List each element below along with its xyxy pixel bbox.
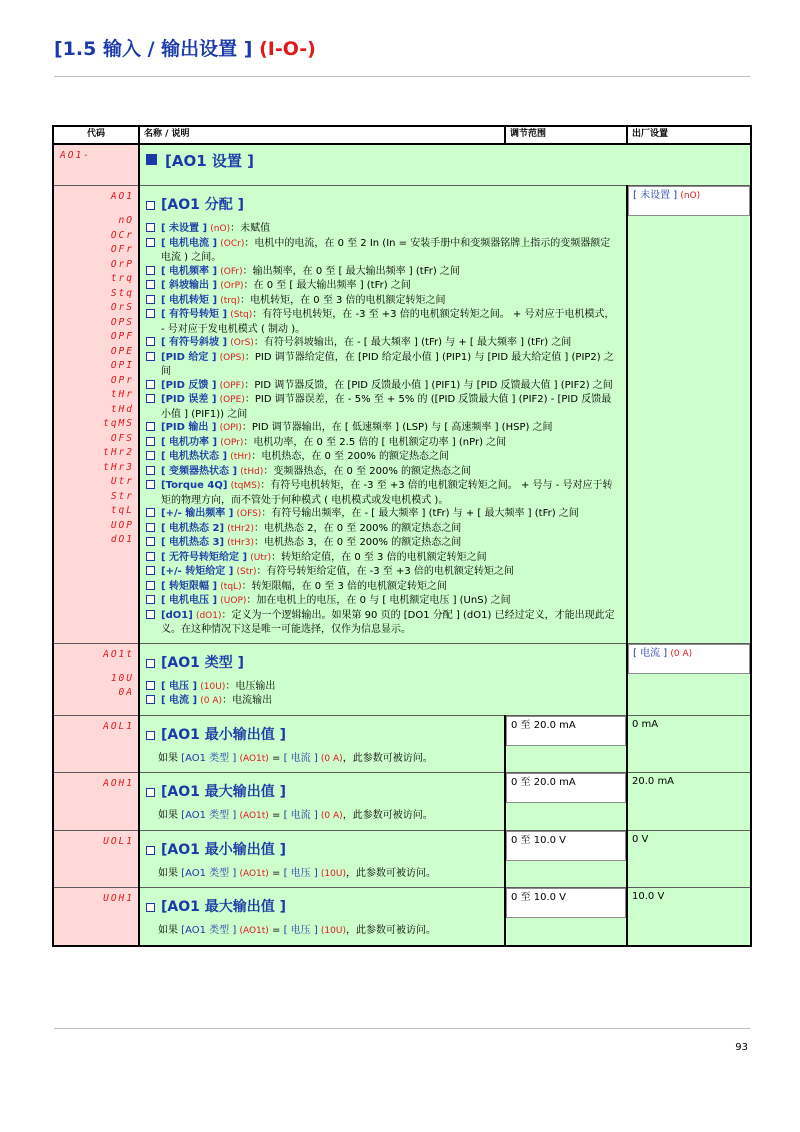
option-name: [ 电机电压 ] <box>161 595 218 606</box>
option-name: [PID 给定 ] <box>161 351 217 363</box>
option-name: [ 电机电流 ] <box>161 237 218 249</box>
table-header-row <box>53 126 751 144</box>
option-name: [ 电机功率 ] <box>161 436 218 448</box>
param-title <box>146 726 498 744</box>
checkbox-bullet-icon <box>146 480 155 489</box>
option-lcd-code: tqMS <box>103 418 134 429</box>
option-item <box>146 265 620 280</box>
ao1-option-codes <box>60 214 134 548</box>
cond-value-code: (10U) <box>320 868 346 879</box>
option-name: [ 电流 ] <box>161 695 198 706</box>
cond-post: ，此参数可被访问。 <box>342 752 433 764</box>
option-name: [ 无符号转矩给定 ] <box>161 551 248 563</box>
option-item <box>146 680 620 695</box>
option-name: [ 电机热状态 ] <box>161 451 228 462</box>
option-item <box>146 351 620 379</box>
param-code: AOL1 <box>103 720 134 732</box>
section-row <box>53 144 751 186</box>
option-desc: ：有符号转矩给定值，在 -3 至 +3 倍的电机额定转矩之间 <box>256 566 514 577</box>
cond-value: [ 电流 ] <box>283 752 318 764</box>
ao1t-default-cell <box>627 643 751 715</box>
param-row-ao1t <box>53 643 751 715</box>
cond-param-code: (AO1t) <box>239 926 269 936</box>
checkbox-bullet-icon <box>146 681 155 690</box>
param-desc-cell <box>139 773 505 831</box>
checkbox-bullet-icon <box>146 337 155 346</box>
option-name: [+/- 转矩给定 ] <box>161 566 234 577</box>
access-condition <box>146 867 498 882</box>
col-header-name: 名称 / 说明 <box>139 126 505 144</box>
range-value: 0 至 10.0 V <box>511 892 567 903</box>
option-lcd-code: OPS <box>110 316 134 328</box>
option-code: (nO) <box>210 224 231 234</box>
option-lcd-code: OFr <box>110 244 134 255</box>
option-code: (OPF) <box>219 380 245 391</box>
default-box <box>628 888 750 906</box>
cond-value-code: (10U) <box>320 926 346 936</box>
option-item <box>146 450 620 465</box>
option-code: (tHr2) <box>227 523 254 534</box>
col-header-range: 调节范围 <box>505 126 627 144</box>
option-lcd-code: tqL <box>110 505 134 516</box>
page-number: 93 <box>735 1042 748 1053</box>
option-item <box>146 308 620 336</box>
range-cell <box>505 888 627 946</box>
param-desc-cell <box>139 715 505 773</box>
option-desc: ：在 0 至 [ 最大输出频率 ] (tFr) 之间 <box>243 280 411 291</box>
cond-param: [AO1 类型 ] <box>181 752 237 764</box>
cond-param: [AO1 类型 ] <box>181 867 237 879</box>
option-code: (OFS) <box>236 509 262 519</box>
checkbox-bullet-icon <box>146 266 155 275</box>
param-title-ao1t: [AO1 类型 ] <box>146 654 620 672</box>
checkbox-bullet-icon <box>146 788 155 797</box>
option-desc: ：有符号输出频率，在 - [ 最大频率 ] (tFr) 与 + [ 最大频率 ] (tFr) 之间 <box>261 508 579 519</box>
range-cell <box>505 773 627 831</box>
option-code: (OCr) <box>220 238 245 249</box>
section-code-cell <box>53 144 139 186</box>
cond-pre: 如果 <box>158 925 182 936</box>
option-name: [+/- 输出频率 ] <box>161 508 234 519</box>
option-code: (OPI) <box>219 423 242 433</box>
page-title <box>54 34 316 61</box>
option-lcd-code: OPE <box>110 345 134 357</box>
option-desc: ：有符号电机转矩，在 -3 至 +3 倍的电机额定转矩之间。 + 号与 - 号对应于转矩的物理方向，而不管处于何种模式 ( 电机模式或发电机模式 )。 <box>161 480 613 506</box>
default-cell <box>627 715 751 773</box>
ao1t-default-code: (0 A) <box>670 648 693 659</box>
option-desc: ：输出频率，在 0 至 [ 最大输出频率 ] (tFr) 之间 <box>242 265 460 277</box>
checkbox-bullet-icon <box>146 295 155 304</box>
checkbox-bullet-icon <box>146 380 155 389</box>
ao1t-code-cell <box>53 643 139 715</box>
cond-eq: = <box>268 867 284 879</box>
checkbox-bullet-icon <box>146 280 155 289</box>
range-box <box>506 831 626 861</box>
option-name: [ 电机热态 3] <box>161 537 225 548</box>
access-condition <box>146 809 498 824</box>
checkbox-bullet-icon <box>146 903 155 912</box>
option-name: [PID 输出 ] <box>161 422 217 433</box>
checkbox-bullet-icon <box>146 352 155 361</box>
parameter-table <box>52 125 752 947</box>
option-name: [PID 误差 ] <box>161 394 217 405</box>
param-code-cell <box>53 830 139 888</box>
ao1-default-cell <box>627 186 751 644</box>
option-lcd-code: 0A <box>118 687 134 698</box>
option-desc: ：有符号电机转矩，在 -3 至 +3 倍的电机额定转矩之间。 + 号对应于电机模式， - 号对应于发电机模式 ( 制动 )。 <box>161 309 615 335</box>
checkbox-bullet-icon <box>146 552 155 561</box>
min-max-rows <box>53 715 751 946</box>
option-item <box>146 594 620 609</box>
checkbox-bullet-icon <box>146 508 155 517</box>
option-item <box>146 536 620 551</box>
option-desc: ：转矩给定值，在 0 至 3 倍的电机额定转矩之间 <box>271 551 487 563</box>
checkbox-bullet-icon <box>146 659 155 668</box>
option-desc: ：PID 调节器给定值，在 [PID 给定最小值 ] (PIP1) 与 [PID 最大给定值 ] (PIP2) 之间 <box>161 351 614 377</box>
param-code-cell <box>53 888 139 946</box>
param-row-uol1 <box>53 830 751 888</box>
col-header-default: 出厂设置 <box>627 126 751 144</box>
option-name: [ 电压 ] <box>161 680 198 692</box>
option-lcd-code: OFS <box>110 432 134 444</box>
option-item <box>146 379 620 394</box>
param-row-aol1 <box>53 715 751 773</box>
option-lcd-code: Str <box>110 490 134 502</box>
cond-value-code: (0 A) <box>320 811 343 821</box>
title-number: [1.5 <box>54 38 97 60</box>
option-name: [ 有符号转矩 ] <box>161 309 228 320</box>
checkbox-bullet-icon <box>146 695 155 704</box>
option-name: [ 有符号斜坡 ] <box>161 337 228 348</box>
default-value: 10.0 V <box>632 891 665 902</box>
checkbox-bullet-icon <box>146 846 155 855</box>
option-desc: ：PID 调节器输出，在 [ 低速频率 ] (LSP) 与 [ 高速频率 ] (HSP) 之间 <box>241 422 553 433</box>
option-item <box>146 436 620 451</box>
square-bullet-icon <box>146 154 157 165</box>
ao1-desc-cell <box>139 186 627 644</box>
param-desc-cell <box>139 888 505 946</box>
param-code: UOH1 <box>103 893 134 904</box>
option-name: [ 电机转矩 ] <box>161 294 218 306</box>
range-box <box>506 888 626 918</box>
option-code: (OFr) <box>220 266 243 277</box>
option-desc: ：电机功率，在 0 至 2.5 倍的 [ 电机额定功率 ] (nPr) 之间 <box>243 436 507 448</box>
option-item <box>146 294 620 309</box>
option-lcd-code: trq <box>110 273 134 284</box>
option-item <box>146 565 620 580</box>
option-desc: ：PID 调节器反馈，在 [PID 反馈最小值 ] (PIF1) 与 [PID 反馈最大值 ] (PIF2) 之间 <box>244 379 613 391</box>
option-item <box>146 580 620 595</box>
access-condition <box>146 752 498 767</box>
option-item <box>146 237 620 265</box>
checkbox-bullet-icon <box>146 610 155 619</box>
checkbox-bullet-icon <box>146 595 155 604</box>
option-code: (tHr3) <box>227 538 254 548</box>
option-code: (0 A) <box>200 696 223 706</box>
option-code: (OPS) <box>219 352 245 363</box>
option-code: (OrS) <box>230 338 254 348</box>
cond-eq: = <box>268 752 284 764</box>
range-value: 0 至 20.0 mA <box>511 777 576 788</box>
cond-value: [ 电流 ] <box>283 810 318 821</box>
param-title-text: [AO1 最小输出值 ] <box>161 726 287 743</box>
option-desc: ：加在电机上的电压，在 0 与 [ 电机额定电压 ] (UnS) 之间 <box>246 595 511 606</box>
checkbox-bullet-icon <box>146 422 155 431</box>
option-name: [ 未设置 ] <box>161 223 208 234</box>
option-code: (tqMS) <box>230 481 261 491</box>
checkbox-bullet-icon <box>146 394 155 403</box>
param-code-ao1: AO1 <box>110 191 134 202</box>
cond-post: ，此参数可被访问。 <box>342 810 433 821</box>
param-code: AOH1 <box>103 778 134 789</box>
option-desc: ：电流输出 <box>222 695 273 706</box>
ao1t-default-value: [ 电流 ] <box>633 647 668 659</box>
option-desc: ：定义为一个逻辑输出。如果第 90 页的 [DO1 分配 ] (dO1) 已经过定义，才能出现此定义。在这种情况下这是唯一可能选择，仅作为信息显示。 <box>161 609 615 635</box>
checkbox-bullet-icon <box>146 566 155 575</box>
option-code: (tHd) <box>240 466 264 477</box>
option-desc: ：电机热态 3，在 0 至 200% 的额定热态之间 <box>254 537 462 548</box>
footer-divider <box>54 1028 750 1029</box>
option-name: [ 斜坡输出 ] <box>161 280 218 291</box>
option-code: (OPE) <box>219 395 245 405</box>
option-lcd-code: OCr <box>110 229 134 241</box>
option-name: [PID 反馈 ] <box>161 379 217 391</box>
option-name: [dO1] <box>161 609 193 621</box>
option-lcd-code: OrP <box>110 258 134 270</box>
default-cell <box>627 888 751 946</box>
option-code: (Str) <box>236 567 257 577</box>
ao1t-desc-cell <box>139 643 627 715</box>
option-desc: ：变频器热态，在 0 至 200% 的额定热态之间 <box>263 465 472 477</box>
checkbox-bullet-icon <box>146 309 155 318</box>
option-lcd-code: Stq <box>110 287 134 299</box>
cond-pre: 如果 <box>158 867 182 879</box>
option-lcd-code: 10U <box>110 672 134 684</box>
option-item <box>146 609 620 637</box>
default-value: 20.0 mA <box>632 776 675 787</box>
option-item <box>146 507 620 522</box>
option-item <box>146 465 620 480</box>
col-header-code: 代码 <box>53 126 139 144</box>
option-code: (10U) <box>200 681 226 692</box>
section-title: [AO1 设置 ] <box>146 151 744 171</box>
option-desc: ：电压输出 <box>225 680 276 692</box>
option-desc: ：电机热态，在 0 至 200% 的额定热态之间 <box>251 451 449 462</box>
option-lcd-code: dO1 <box>110 534 134 545</box>
cond-value-code: (0 A) <box>320 753 343 764</box>
option-item <box>146 522 620 537</box>
checkbox-bullet-icon <box>146 731 155 740</box>
option-lcd-code: tHr3 <box>103 461 134 473</box>
default-cell <box>627 773 751 831</box>
range-cell <box>505 830 627 888</box>
access-condition <box>146 924 498 939</box>
ao1-default-code: (nO) <box>680 191 701 201</box>
default-box <box>628 716 750 734</box>
option-item <box>146 551 620 566</box>
param-row-aoh1 <box>53 773 751 831</box>
checkbox-bullet-icon <box>146 201 155 210</box>
option-code: (Utr) <box>250 552 272 563</box>
option-lcd-code: nO <box>118 215 134 226</box>
ao1-default-box <box>628 186 750 216</box>
option-name: [Torque 4Q] <box>161 480 228 491</box>
title-text: 输入 / 输出设置 ] <box>102 38 253 60</box>
cond-pre: 如果 <box>158 810 182 821</box>
option-item <box>146 222 620 237</box>
cond-post: ，此参数可被访问。 <box>345 867 436 879</box>
param-code: UOL1 <box>103 835 134 847</box>
cond-param-code: (AO1t) <box>239 753 269 764</box>
cond-post: ，此参数可被访问。 <box>345 925 436 936</box>
option-desc: ：电机转矩，在 0 至 3 倍的电机额定转矩之间 <box>240 294 446 306</box>
header-divider <box>54 76 750 77</box>
range-box <box>506 773 626 803</box>
param-row-uoh1 <box>53 888 751 946</box>
cond-param-code: (AO1t) <box>239 811 269 821</box>
checkbox-bullet-icon <box>146 223 155 232</box>
option-desc: ：电机中的电流，在 0 至 2 In (In = 安装手册中和变频器铭牌上指示的变频器额定电流 ) 之间。 <box>161 237 611 263</box>
section-title-cell <box>139 144 751 186</box>
option-lcd-code: OPr <box>110 374 134 386</box>
option-desc: ：未赋值 <box>230 223 271 234</box>
param-row-ao1 <box>53 186 751 644</box>
checkbox-bullet-icon <box>146 437 155 446</box>
option-code: (OPr) <box>220 437 244 448</box>
cond-param: [AO1 类型 ] <box>181 925 237 936</box>
param-title-text: [AO1 最大输出值 ] <box>161 899 287 915</box>
option-code: (tHr) <box>230 452 252 462</box>
option-lcd-code: UOP <box>110 519 134 531</box>
param-code-ao1t: AO1t <box>103 648 134 660</box>
ao1-option-list <box>146 222 620 637</box>
checkbox-bullet-icon <box>146 523 155 532</box>
range-value: 0 至 10.0 V <box>511 834 567 846</box>
param-title <box>146 783 498 801</box>
checkbox-bullet-icon <box>146 581 155 590</box>
option-code: (UOP) <box>220 596 247 606</box>
param-title-text: [AO1 最大输出值 ] <box>161 784 287 800</box>
cond-param: [AO1 类型 ] <box>181 810 237 821</box>
title-code: (I-O-) <box>259 38 316 60</box>
param-title-text: [AO1 最小输出值 ] <box>161 841 287 858</box>
range-value: 0 至 20.0 mA <box>511 719 576 731</box>
option-code: (Stq) <box>230 310 253 320</box>
ao1t-option-codes <box>60 672 134 701</box>
option-code: (OrP) <box>220 281 244 291</box>
option-name: [ 变频器热状态 ] <box>161 465 238 477</box>
checkbox-bullet-icon <box>146 537 155 546</box>
checkbox-bullet-icon <box>146 451 155 460</box>
default-cell <box>627 830 751 888</box>
ao1t-default-box <box>628 644 750 674</box>
option-item <box>146 694 620 709</box>
option-name: [ 转矩限幅 ] <box>161 580 218 592</box>
option-lcd-code: OPF <box>110 331 134 342</box>
option-item <box>146 393 620 421</box>
option-lcd-code: tHr2 <box>103 447 134 458</box>
option-desc: ：PID 调节器误差，在 - 5% 至 + 5% 的 ([PID 反馈最大值 ] (PIF2) - [PID 反馈最小值 ] (PIF1)) 之间 <box>161 394 612 420</box>
default-value: 0 V <box>632 833 649 845</box>
cond-eq: = <box>268 925 284 936</box>
option-item <box>146 279 620 294</box>
option-lcd-code: tHd <box>110 403 134 415</box>
cond-param-code: (AO1t) <box>239 868 269 879</box>
param-title <box>146 841 498 859</box>
option-code: (trq) <box>220 295 241 306</box>
option-code: (tqL) <box>220 581 242 592</box>
param-code-cell <box>53 773 139 831</box>
param-desc-cell <box>139 830 505 888</box>
option-code: (dO1) <box>195 610 222 621</box>
option-item <box>146 479 620 507</box>
ao1-default-value: [ 未设置 ] <box>633 190 678 201</box>
option-desc: ：转矩限幅，在 0 至 3 倍的电机额定转矩之间 <box>241 580 448 592</box>
option-lcd-code: tHr <box>110 389 134 400</box>
option-desc: ：电机热态 2，在 0 至 200% 的额定热态之间 <box>254 522 462 534</box>
option-item <box>146 336 620 351</box>
ao1t-option-list <box>146 680 620 709</box>
checkbox-bullet-icon <box>146 238 155 247</box>
cond-value: [ 电压 ] <box>283 925 318 936</box>
checkbox-bullet-icon <box>146 466 155 475</box>
cond-eq: = <box>268 810 284 821</box>
param-title <box>146 898 498 916</box>
option-lcd-code: OrS <box>110 302 134 313</box>
ao1-code-cell <box>53 186 139 644</box>
option-lcd-code: OPI <box>110 360 134 371</box>
param-title-ao1: [AO1 分配 ] <box>146 196 620 214</box>
default-box <box>628 773 750 791</box>
option-name: [ 电机频率 ] <box>161 265 218 277</box>
section-code: AO1- <box>60 150 91 161</box>
default-box <box>628 831 750 849</box>
range-box <box>506 716 626 746</box>
option-item <box>146 421 620 436</box>
option-desc: ：有符号斜坡输出，在 - [ 最大频率 ] (tFr) 与 + [ 最大频率 ] (tFr) 之间 <box>253 337 572 348</box>
cond-value: [ 电压 ] <box>283 867 318 879</box>
range-cell <box>505 715 627 773</box>
default-value: 0 mA <box>632 718 659 730</box>
option-name: [ 电机热态 2] <box>161 522 225 534</box>
cond-pre: 如果 <box>158 752 182 764</box>
option-lcd-code: Utr <box>110 476 134 487</box>
param-code-cell <box>53 715 139 773</box>
